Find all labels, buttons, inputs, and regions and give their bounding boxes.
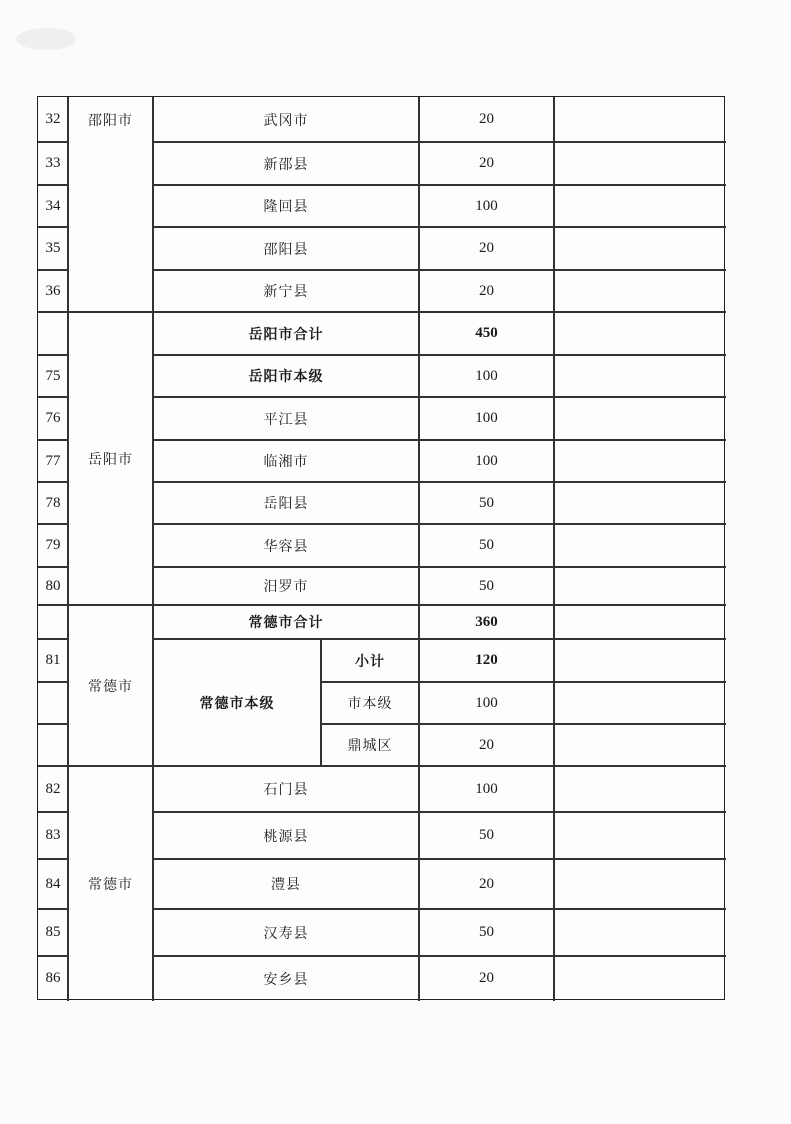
region-name: 邵阳县 [263, 241, 309, 258]
row-number: 82 [45, 780, 61, 797]
remark-cell [554, 724, 726, 766]
row-number [38, 724, 68, 766]
remark-cell [554, 355, 726, 397]
amount-value: 360 [475, 613, 498, 630]
row-number [38, 682, 68, 724]
row-number [38, 312, 68, 355]
region-name: 隆回县 [263, 199, 309, 215]
amount-value: 450 [475, 325, 498, 341]
row-number: 36 [45, 282, 61, 299]
amount-value: 20 [479, 282, 494, 299]
region-name: 岳阳市合计 [248, 326, 324, 343]
region-name: 小计 [355, 653, 385, 670]
remark-cell [554, 859, 726, 909]
city-label-changde: 常德市 [88, 876, 133, 893]
city-label-yueyang: 岳阳市 [88, 451, 133, 468]
region-name: 常德市合计 [248, 615, 324, 631]
remark-cell [554, 97, 726, 142]
region-name: 华容县 [263, 538, 309, 555]
amount-value: 50 [479, 827, 494, 843]
remark-cell [554, 227, 726, 270]
amount-value: 120 [475, 652, 498, 668]
remark-cell [554, 812, 726, 859]
row-number: 80 [45, 577, 61, 594]
region-name: 岳阳县 [263, 496, 309, 512]
changde-city-level-label: 常德市本级 [199, 695, 275, 712]
city-label-shaoyang: 邵阳市 [88, 112, 133, 129]
remark-cell [554, 956, 726, 1001]
amount-value: 50 [479, 537, 494, 553]
allocation-table [37, 96, 725, 1000]
region-name: 澧县 [271, 877, 301, 893]
row-number: 85 [45, 924, 61, 940]
amount-value: 50 [479, 924, 494, 940]
remark-cell [554, 766, 726, 812]
region-name: 市本级 [347, 696, 393, 712]
amount-value: 100 [475, 452, 498, 469]
row-number: 81 [45, 652, 61, 668]
region-name: 汉寿县 [263, 925, 309, 942]
remark-cell [554, 185, 726, 227]
amount-value: 100 [475, 780, 498, 797]
region-name: 新邵县 [263, 156, 309, 173]
row-number: 75 [45, 367, 61, 384]
row-number: 76 [45, 410, 61, 426]
region-name: 新宁县 [263, 284, 309, 300]
amount-value: 20 [479, 970, 494, 986]
remark-cell [554, 567, 726, 605]
remark-cell [554, 440, 726, 482]
remark-cell [554, 605, 726, 639]
amount-value: 100 [475, 694, 498, 711]
amount-value: 50 [479, 494, 494, 511]
city-label-changde: 常德市 [88, 678, 133, 695]
remark-cell [554, 482, 726, 524]
row-number: 33 [45, 155, 61, 171]
remark-cell [554, 270, 726, 312]
region-name: 平江县 [263, 411, 309, 428]
region-name: 岳阳市本级 [248, 369, 324, 385]
row-number: 78 [45, 494, 61, 511]
region-name: 汨罗市 [263, 579, 309, 595]
amount-value: 20 [479, 875, 494, 892]
region-name: 石门县 [263, 782, 309, 798]
amount-value: 20 [479, 111, 494, 127]
region-name: 桃源县 [263, 828, 309, 845]
row-number: 84 [45, 875, 61, 892]
remark-cell [554, 909, 726, 956]
row-number: 32 [45, 111, 61, 127]
scan-smudge [16, 28, 76, 50]
region-name: 临湘市 [263, 454, 309, 470]
row-number [38, 605, 68, 639]
amount-value: 100 [475, 410, 498, 426]
amount-value: 100 [475, 367, 498, 384]
row-number: 86 [45, 970, 61, 986]
amount-value: 100 [475, 197, 498, 214]
region-name: 安乡县 [263, 971, 309, 988]
row-number: 83 [45, 827, 61, 843]
row-number: 35 [45, 240, 61, 256]
remark-cell [554, 524, 726, 567]
remark-cell [554, 142, 726, 185]
row-number: 79 [45, 537, 61, 553]
row-number: 34 [45, 197, 61, 214]
amount-value: 20 [479, 736, 494, 753]
amount-value: 20 [479, 155, 494, 171]
remark-cell [554, 397, 726, 440]
remark-cell [554, 312, 726, 355]
region-name: 鼎城区 [347, 738, 393, 754]
amount-value: 20 [479, 240, 494, 256]
row-number: 77 [45, 452, 61, 469]
remark-cell [554, 639, 726, 682]
remark-cell [554, 682, 726, 724]
region-name: 武冈市 [263, 112, 309, 129]
amount-value: 50 [479, 577, 494, 594]
